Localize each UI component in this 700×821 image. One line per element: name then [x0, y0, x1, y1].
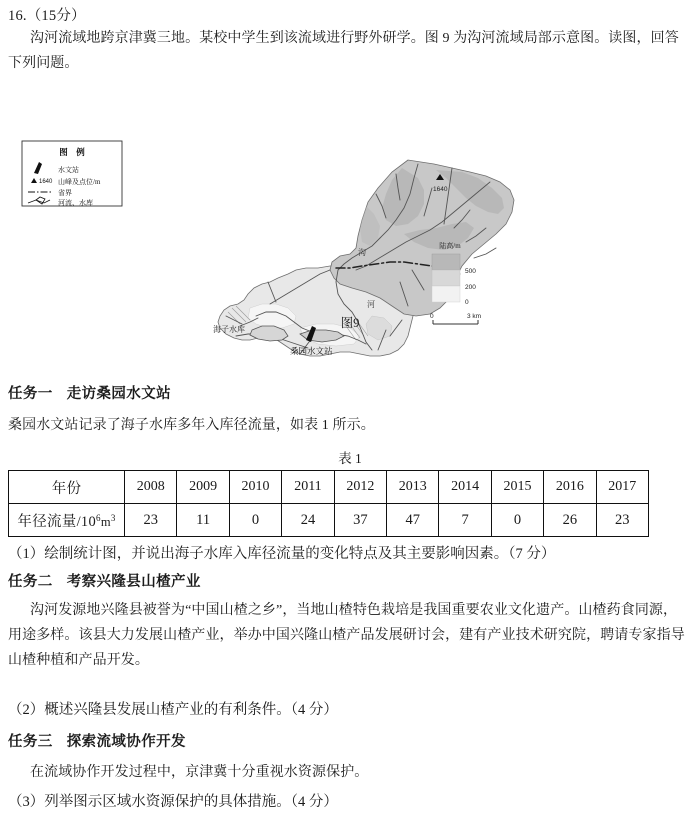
- task1-question: （1）绘制统计图，并说出海子水库入库径流量的变化特点及其主要影响因素。（7 分）: [8, 546, 556, 562]
- elevation-legend-title: 陆高/m: [439, 242, 461, 250]
- runoff-label-sup1: 6: [96, 512, 101, 523]
- task2-heading: [8, 570, 201, 591]
- legend-item-peak: [31, 177, 101, 186]
- task3-heading: [8, 730, 186, 751]
- table-header-runoff: [9, 504, 125, 537]
- task2-question: （2）概述兴隆县发展山楂产业的有利条件。（4 分）: [8, 702, 338, 718]
- runoff-table: [8, 470, 649, 537]
- question-stem-line2: 下列问题。: [8, 56, 79, 71]
- task3-heading-text: 探索流域协作开发: [66, 734, 186, 750]
- map-peak-value: 1640: [433, 186, 448, 193]
- elevation-swatch-mid: [432, 270, 460, 286]
- table-cell-year-8: 2016: [544, 471, 596, 504]
- runoff-label-m: m: [100, 514, 111, 529]
- task2-body-line2: 用途多样。该县大力发展山楂产业，举办中国兴隆山楂产品发展研讨会，建有产业技术研究院，聘请专家指导: [8, 628, 685, 643]
- table-cell-value-9: 23: [596, 504, 648, 537]
- legend-label-station: 水文站: [58, 166, 79, 174]
- scale-bar-left: 0: [430, 313, 434, 320]
- task2-body-line1: 沟河发源地兴隆县被誉为“中国山楂之乡”，当地山楂特色栽培是我国重要农业文化遗产。山楂药食同源，: [30, 603, 678, 618]
- table-row-runoff: [9, 504, 649, 537]
- table-cell-value-1: 11: [177, 504, 229, 537]
- task1-body: 桑园水文站记录了海子水库多年入库径流量，如表 1 所示。: [8, 418, 375, 433]
- task3-body: 在流域协作开发过程中，京津冀十分重视水资源保护。: [30, 765, 369, 780]
- scale-bar-right: 3 km: [467, 313, 482, 320]
- table-cell-value-2: 0: [229, 504, 281, 537]
- table-cell-year-0: 2008: [125, 471, 177, 504]
- runoff-label-main: 年径流量/10: [17, 513, 97, 530]
- table-cell-value-3: 24: [282, 504, 334, 537]
- table-cell-year-2: 2010: [229, 471, 281, 504]
- table-cell-value-8: 26: [544, 504, 596, 537]
- question-stem-line1: 沟河流域地跨京津冀三地。某校中学生到该流域进行野外研学。图 9 为沟河流域局部示意图。读图，回答: [30, 31, 679, 46]
- task3-heading-label: 任务三: [8, 734, 53, 750]
- table-cell-year-5: 2013: [387, 471, 439, 504]
- task2-heading-text: 考察兴隆县山楂产业: [66, 574, 201, 590]
- elevation-tick-200: 200: [465, 284, 476, 291]
- legend-label-boundary: 省界: [58, 189, 72, 197]
- task1-heading-label: 任务一: [8, 386, 53, 402]
- map-legend: [22, 141, 122, 207]
- legend-label-peak: 山峰及点位/m: [58, 178, 101, 186]
- elevation-tick-0: 0: [465, 299, 469, 306]
- map-label-station: 桑园水文站: [290, 346, 333, 356]
- table-title: 表 1: [338, 451, 362, 466]
- table-cell-value-4: 37: [334, 504, 386, 537]
- table-cell-value-7: 0: [491, 504, 543, 537]
- table-cell-year-7: 2015: [491, 471, 543, 504]
- table-cell-value-0: 23: [125, 504, 177, 537]
- watershed-map-figure: [0, 78, 700, 356]
- table-cell-year-6: 2014: [439, 471, 491, 504]
- elevation-swatch-low: [432, 286, 460, 302]
- legend-label-river: 河流、水库: [58, 199, 93, 207]
- map-label-river-upper: 沟: [358, 248, 366, 257]
- task3-question: （3）列举图示区域水资源保护的具体措施。（4 分）: [8, 794, 338, 810]
- legend-title: 图 例: [59, 147, 85, 157]
- table-cell-year-4: 2012: [334, 471, 386, 504]
- figure-caption: 图9: [340, 316, 360, 330]
- task2-heading-label: 任务二: [8, 574, 53, 590]
- table-row-years: [9, 471, 649, 504]
- table-cell-year-1: 2009: [177, 471, 229, 504]
- table-header-year: 年份: [9, 471, 125, 504]
- question-number: 16.（15分）: [8, 8, 86, 24]
- task1-heading-text: 走访桑园水文站: [66, 386, 172, 402]
- task2-body-line3: 山楂种植和产品开发。: [8, 653, 149, 668]
- runoff-label-sup2: 3: [110, 512, 116, 523]
- table-cell-value-5: 47: [387, 504, 439, 537]
- map-label-reservoir: 海子水库: [213, 325, 245, 334]
- map-label-river-lower: 河: [367, 300, 375, 309]
- task1-heading: [8, 382, 171, 403]
- table-cell-year-3: 2011: [282, 471, 334, 504]
- table-cell-value-6: 7: [439, 504, 491, 537]
- elevation-swatch-high: [432, 254, 460, 270]
- table-cell-year-9: 2017: [596, 471, 648, 504]
- legend-peak-value: 1640: [39, 179, 53, 185]
- elevation-tick-500: 500: [465, 268, 476, 275]
